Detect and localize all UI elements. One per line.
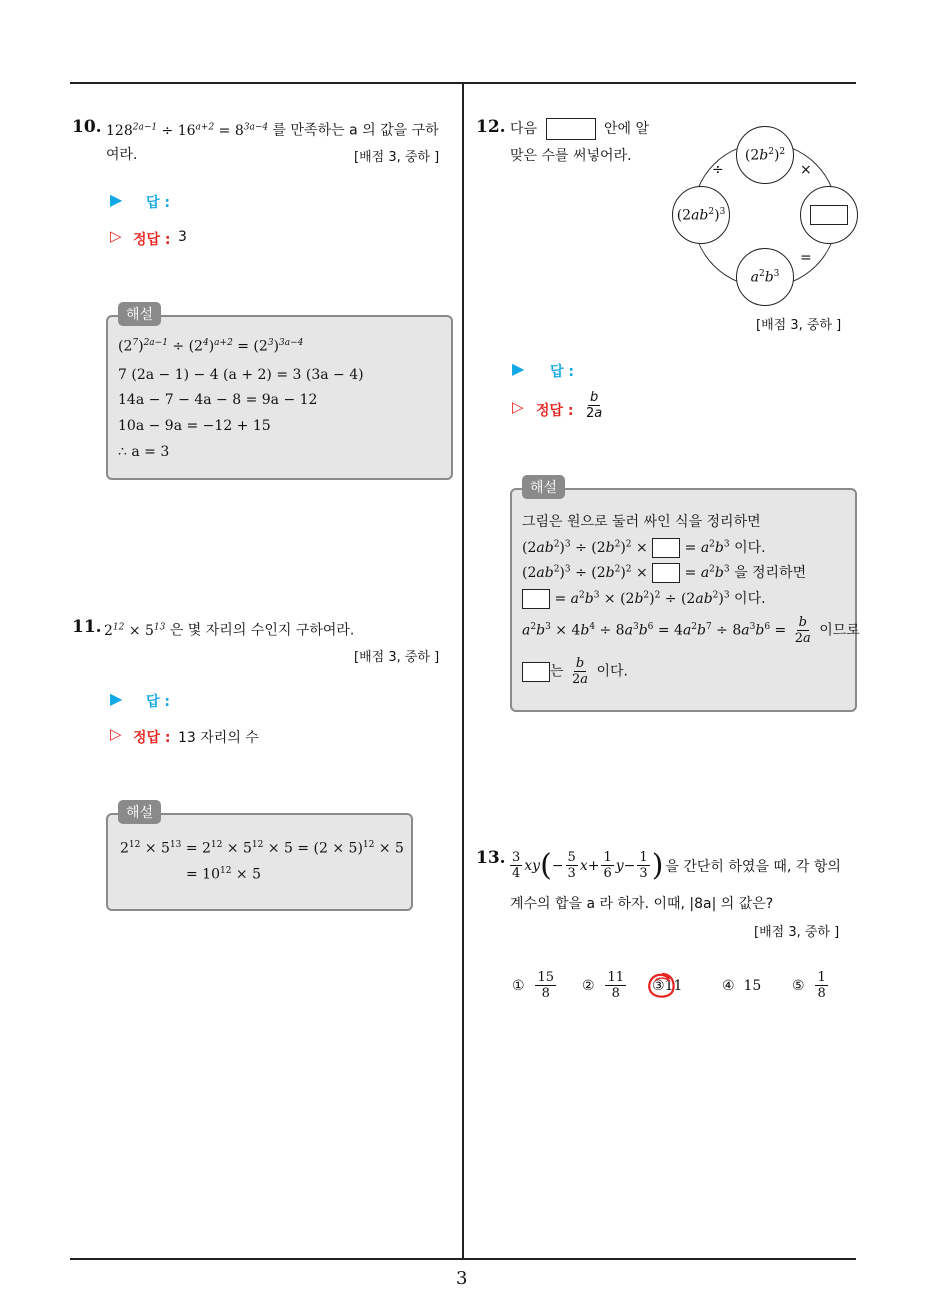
q12-exp-line-5: 는 $\frac{b}{2a}$ 이다. — [522, 656, 628, 687]
q12-exp-blank-4 — [522, 662, 550, 682]
q12-diagram-blank[interactable] — [810, 205, 848, 225]
q12-circle-left: $(2ab^2)^3$ — [672, 186, 730, 244]
q12-circle-top: $(2b^2)^2$ — [736, 126, 794, 184]
q13-choice-2-mark: ② — [582, 977, 595, 994]
q12-op-times: × — [800, 162, 812, 178]
q13-choice-2[interactable]: ② $\frac{11}{8}$ — [582, 970, 625, 1001]
q13-choice-5[interactable]: ⑤ $\frac{1}{8}$ — [792, 970, 826, 1001]
q10-answer-label: 답 : — [146, 195, 170, 211]
q10-answer-arrow-icon: ▶ — [110, 190, 123, 209]
q11-explanation-tab: 해설 — [118, 800, 161, 824]
q12-correct-label: 정답 : — [536, 403, 574, 419]
q12-answer-arrow-icon: ▶ — [512, 359, 525, 378]
q13-selected-circle-mark — [646, 971, 678, 1001]
q12-exp-is-3: 이다. — [596, 663, 628, 680]
q10-explanation-tab: 해설 — [118, 302, 161, 326]
q12-exp-is-1: 이다. — [734, 540, 766, 556]
q13-choice-1-mark: ① — [512, 977, 525, 994]
q13-choice-4-value: 15 — [743, 978, 762, 994]
q10-number: 10. — [72, 117, 102, 137]
q11-explanation-box — [106, 813, 413, 911]
q11-answer-arrow-icon: ▶ — [110, 689, 123, 708]
q12-exp-is-2: 이다. — [734, 591, 766, 607]
q13-choice-1[interactable]: ① $\frac{15}{8}$ — [512, 970, 555, 1001]
q10-correct-value: 3 — [178, 229, 187, 245]
q11-correct-value: 13 자리의 수 — [178, 730, 259, 746]
q12-exp-neun: 는 — [550, 663, 564, 680]
q11-answer-label: 답 : — [146, 694, 170, 710]
q10-equation: $128^{2a-1} \div 16^{a+2} = 8^{3a-4}$ — [106, 122, 269, 139]
q12-correct-arrow-icon: ▷ — [512, 398, 524, 416]
q12-exp-line-4: $a^2b^3 \times 4b^4 \div 8a^3b^6 = 4a^2b^7 \div 8a^3b^6$ = $\frac{b}{2a}$ 이므로 — [522, 615, 860, 646]
q13-number: 13. — [476, 848, 506, 868]
q11-correct-arrow-icon: ▷ — [110, 725, 122, 743]
q12-text-b: 안에 알 — [603, 121, 649, 137]
q12-exp-line-1: $(2ab^2)^3 \div (2b^2)^2$ × = $a^2b^3$ 이다. — [522, 539, 766, 556]
q12-answer-label: 답 : — [550, 364, 574, 380]
q13-text-line2: 계수의 합을 a 라 하자. 이때, |8a| 의 값은? — [510, 896, 774, 912]
q12-exp-line-0: 그림은 원으로 둘러 싸인 식을 정리하면 — [522, 514, 761, 530]
q10-exp-line-1: 7 (2a − 1) − 4 (a + 2) = 3 (3a − 4) — [118, 367, 364, 383]
q12-exp-line-3: = $a^2b^3 \times (2b^2)^2 \div (2ab^2)^3$ 이다. — [522, 588, 766, 609]
bottom-rule — [70, 1258, 856, 1260]
q12-correct-value: $\frac{b}{2a}$ — [586, 390, 603, 421]
q10-meta: [배점 3, 중하 ] — [354, 150, 440, 165]
q11-number: 11. — [72, 617, 102, 637]
q12-exp-arrange: 을 정리하면 — [734, 565, 807, 581]
q11-text — [104, 613, 354, 645]
q10-exp-line-2: 14a − 7 − 4a − 8 = 9a − 12 — [118, 392, 318, 408]
page-number: 3 — [456, 1268, 468, 1289]
q12-number: 12. — [476, 117, 506, 137]
q12-exp-blank-1 — [652, 538, 680, 558]
q12-blank-box[interactable] — [546, 118, 596, 140]
column-divider — [462, 82, 464, 1260]
q11-exp-line-1: = $10^{12} \times 5$ — [186, 866, 261, 883]
q12-text-line2: 맞은 수를 써넣어라. — [510, 148, 632, 164]
q12-exp-line-2: $(2ab^2)^3 \div (2b^2)^2$ × = $a^2b^3$ 을 정리하면 — [522, 564, 807, 581]
q12-op-divide: ÷ — [712, 162, 724, 178]
q12-op-equals: = — [800, 250, 812, 266]
q12-exp-blank-3 — [522, 589, 550, 609]
q12-text-line1 — [510, 115, 649, 143]
q12-exp-so: 이므로 — [819, 622, 860, 639]
q11-correct-label: 정답 : — [133, 730, 171, 746]
q13-choice-3-value: 11 — [664, 978, 683, 994]
q11-exp-line-0: $2^{12} \times 5^{13} = 2^{12} \times 5^{12} \times 5 = (2 \times 5)^{12} \times 5$ — [120, 840, 404, 857]
q10-exp-line-0: $(2^7)^{2a-1} \div (2^4)^{a+2} = (2^3)^{3a-4}$ — [118, 338, 304, 355]
q10-text-line2: 여라. — [106, 147, 138, 163]
q13-expression: $\frac{3}{4}$ xy ( − $\frac{5}{3}$ x + $\frac{1}{6}$ y − $\frac{1}{3}$ ) 을 간단히 하였을 때, 각 항의 — [512, 848, 841, 883]
q12-text-a: 다음 — [510, 121, 538, 137]
q10-text — [106, 113, 439, 145]
q10-exp-line-3: 10a − 9a = −12 + 15 — [118, 418, 271, 434]
q10-exp-line-4: ∴ a = 3 — [118, 444, 170, 460]
q13-choice-5-mark: ⑤ — [792, 977, 805, 994]
q13-choice-4-mark: ④ — [722, 978, 735, 994]
q13-choice-4[interactable] — [722, 978, 761, 994]
q12-exp-blank-2 — [652, 563, 680, 583]
q11-expression: $2^{12} \times 5^{13}$ — [104, 622, 166, 639]
q12-circle-right — [800, 186, 858, 244]
q13-choice-3-mark: ③ — [652, 978, 665, 994]
q13-meta: [배점 3, 중하 ] — [754, 925, 840, 940]
q12-explanation-tab: 해설 — [522, 475, 565, 499]
q10-correct-arrow-icon: ▷ — [110, 227, 122, 245]
q10-correct-label: 정답 : — [133, 232, 171, 248]
q12-circle-bottom: $a^2b^3$ — [736, 248, 794, 306]
q11-text-tail: 은 몇 자리의 수인지 구하여라. — [169, 622, 355, 639]
q12-meta: [배점 3, 중하 ] — [756, 318, 842, 333]
q11-meta: [배점 3, 중하 ] — [354, 650, 440, 665]
q10-text-tail: 를 만족하는 a 의 값을 구하 — [272, 122, 439, 139]
q13-text-tail: 을 간단히 하였을 때, 각 항의 — [665, 858, 841, 875]
